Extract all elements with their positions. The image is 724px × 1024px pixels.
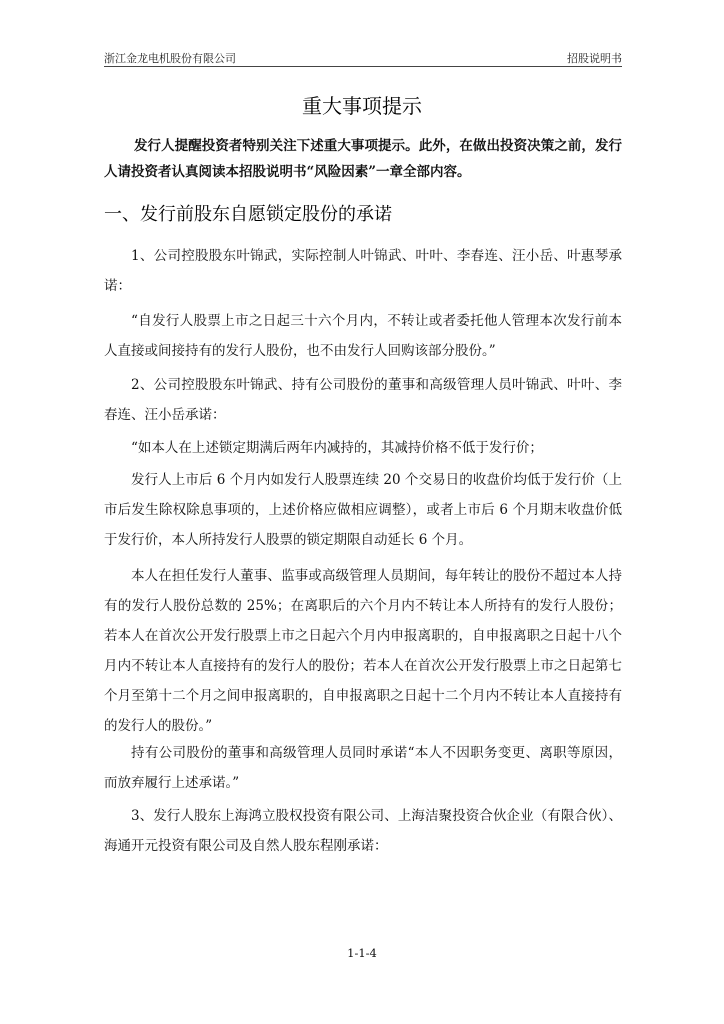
- paragraph-4: “如本人在上述锁定期满后两年内减持的，其减持价格不低于发行价；: [131, 440, 543, 456]
- paragraph-8: 3、发行人股东上海鸿立股权投资有限公司、上海洁聚投资合伙企业（有限合伙）、海通开元投资有限公司及自然人股东程刚承诺：: [104, 808, 622, 854]
- header-company: 浙江金龙电机股份有限公司: [104, 52, 236, 65]
- page-header: [104, 50, 622, 67]
- paragraph-2: “自发行人股票上市之日起三十六个月内，不转让或者委托他人管理本次发行前本人直接或间接持有的发行人股份，也不由发行人回购该部分股份。”: [104, 313, 622, 359]
- section-heading: 一、发行前股东自愿锁定股份的承诺: [104, 204, 392, 225]
- header-doc-type: 招股说明书: [567, 52, 622, 65]
- paragraph-5: 发行人上市后 6 个月内如发行人股票连续 20 个交易日的收盘价均低于发行价（上市后发生除权除息事项的，上述价格应做相应调整），或者上市后 6 个月期末收盘价低于发行价，本人所持发行人股票的锁定期限自动延长 6 个月。: [104, 472, 622, 548]
- page-number: 1-1-4: [347, 946, 377, 960]
- paragraph-6: 本人在担任发行人董事、监事或高级管理人员期间，每年转让的股份不超过本人持有的发行人股份总数的 25%；在离职后的六个月内不转让本人所持有的发行人股份；若本人在首次公开发行股票上市之日起六个月内申报离职的，自申报离职之日起十八个月内不转让本人直接持有的发行人的股份；若本人在首次公开发行股票上市之日起第七个月至第十二个月之间申报离职的，自申报离职之日起十二个月内不转让本人直接持有的发行人的股份。”: [104, 568, 622, 734]
- paragraph-1: 1、公司控股股东叶锦武，实际控制人叶锦武、叶叶、李春连、汪小岳、叶惠琴承诺：: [104, 248, 622, 294]
- paragraph-7: 持有公司股份的董事和高级管理人员同时承诺“本人不因职务变更、离职等原因，而放弃履行上述承诺。”: [104, 745, 622, 791]
- notice-paragraph: 发行人提醒投资者特别关注下述重大事项提示。此外，在做出投资决策之前，发行人请投资者认真阅读本招股说明书“风险因素”一章全部内容。: [104, 138, 622, 180]
- paragraph-3: 2、公司控股股东叶锦武、持有公司股份的董事和高级管理人员叶锦武、叶叶、李春连、汪小岳承诺：: [104, 377, 622, 423]
- page-title: 重大事项提示: [302, 94, 422, 118]
